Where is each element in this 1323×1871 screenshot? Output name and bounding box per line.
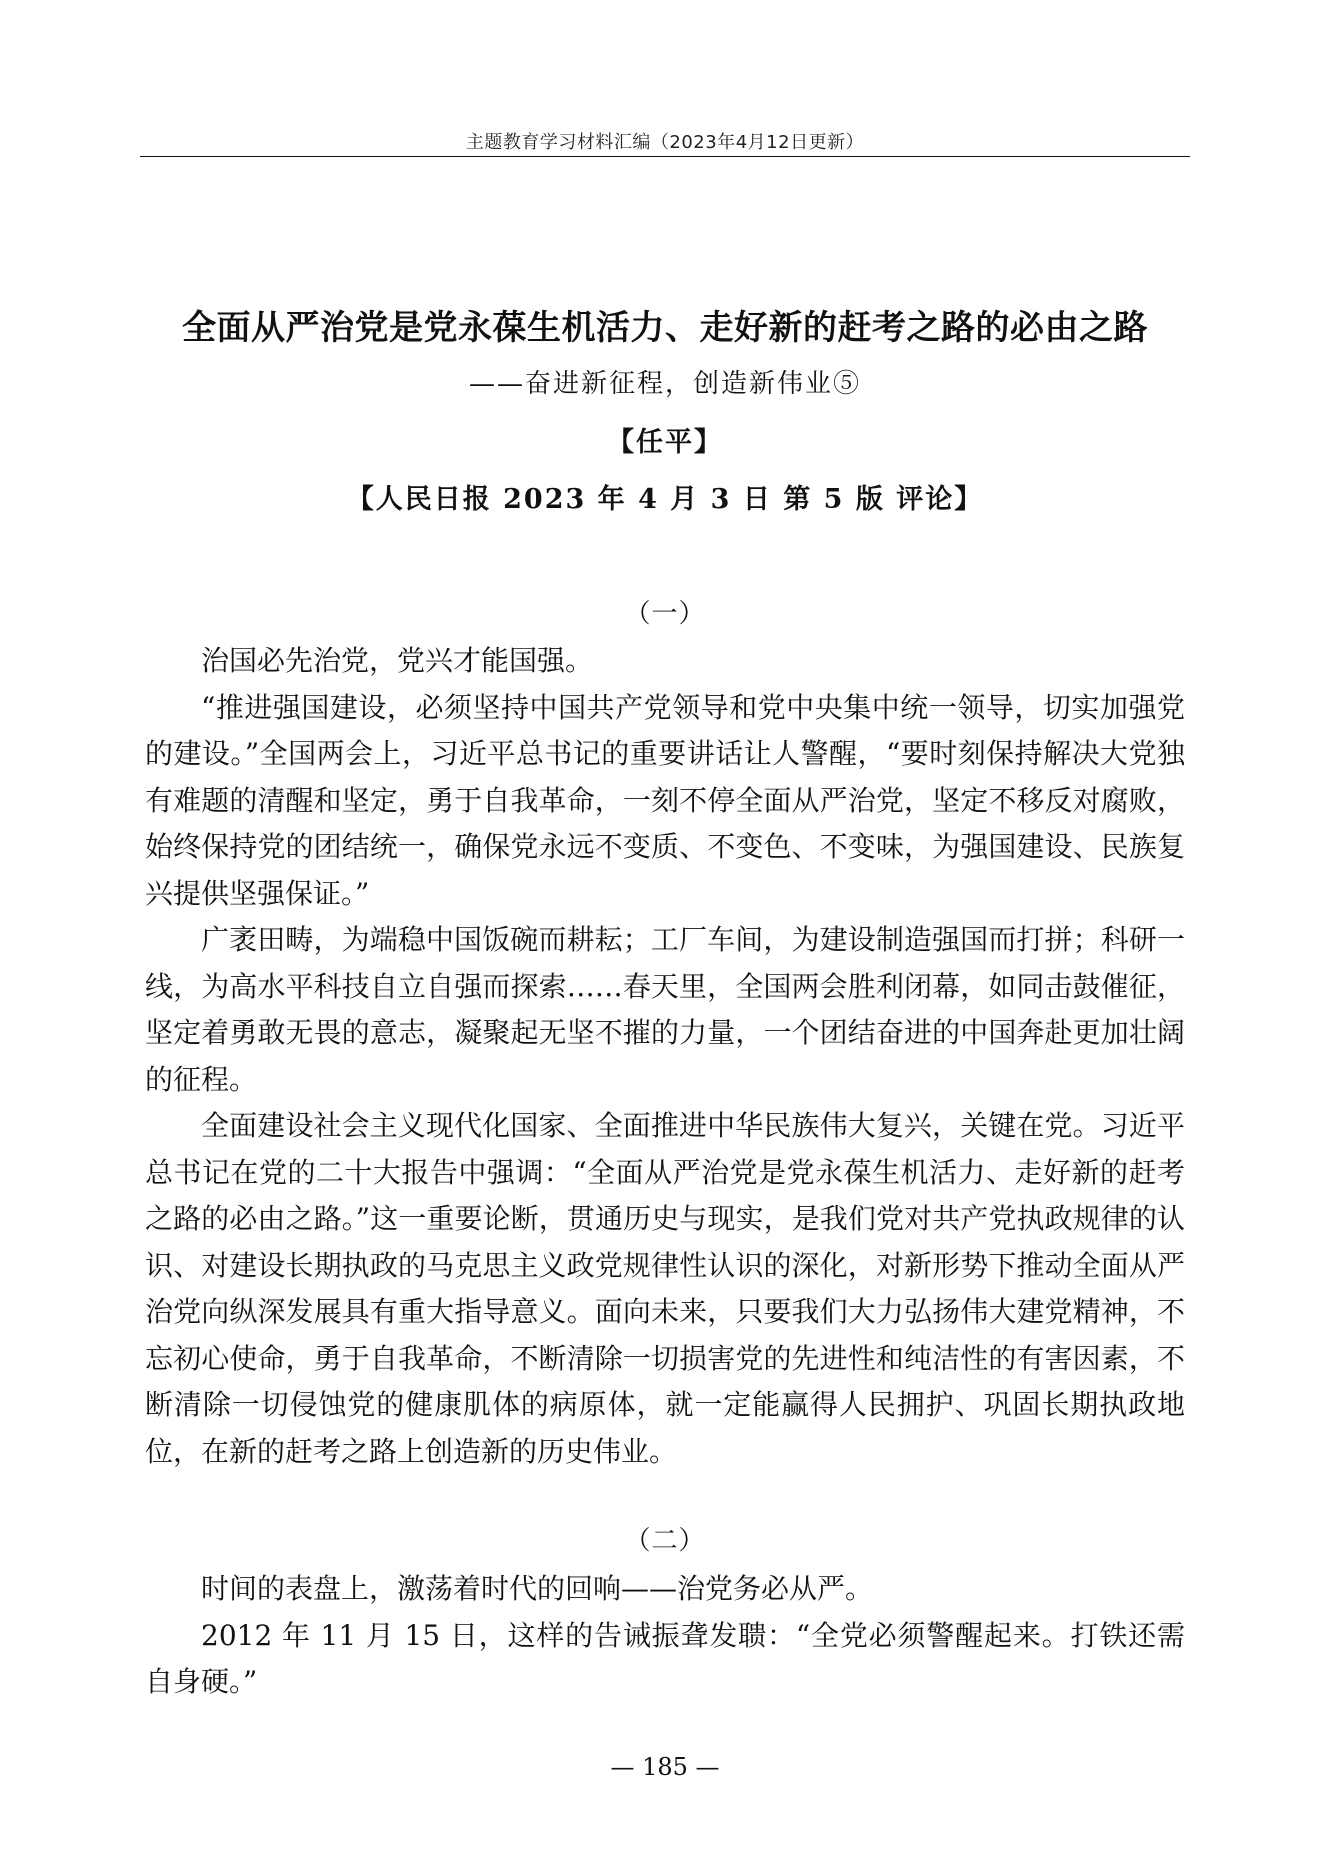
paragraph: 时间的表盘上，激荡着时代的回响——治党务必从严。 — [201, 1572, 874, 1605]
paragraph: 治国必先治党，党兴才能国强。 — [201, 644, 594, 677]
article-author: 【任平】 — [607, 427, 723, 458]
section-heading-1: （一） — [624, 599, 706, 629]
running-header: 主题教育学习材料汇编（2023年4月12日更新） — [465, 132, 865, 153]
article-source: 【人民日报 2023 年 4 月 3 日 第 5 版 评论】 — [346, 484, 984, 515]
article-subtitle: ——奋进新征程，创造新伟业⑤ — [468, 369, 861, 399]
section-2-body — [145, 1566, 1185, 1706]
section-1-body — [145, 638, 1185, 1475]
paragraph: 广袤田畴，为端稳中国饭碗而耕耘；工厂车间，为建设制造强国而打拼；科研一线，为高水平科技自立自强而探索……春天里，全国两会胜利闭幕，如同击鼓催征，坚定着勇敢无畏的意志，凝聚起无坚不摧的力量，一个团结奋进的中国奔赴更加壮阔的征程。 — [145, 923, 1185, 1096]
paragraph: “推进强国建设，必须坚持中国共产党领导和党中央集中统一领导，切实加强党的建设。”全国两会上，习近平总书记的重要讲话让人警醒，“要时刻保持解决大党独有难题的清醒和坚定，勇于自我革命，一刻不停全面从严治党，坚定不移反对腐败，始终保持党的团结统一，确保党永远不变质、不变色、不变味，为强国建设、民族复兴提供坚强保证。” — [145, 690, 1185, 910]
header-rule — [140, 156, 1190, 157]
paragraph: 全面建设社会主义现代化国家、全面推进中华民族伟大复兴，关键在党。习近平总书记在党的二十大报告中强调：“全面从严治党是党永葆生机活力、走好新的赶考之路的必由之路。”这一重要论断，贯通历史与现实，是我们党对共产党执政规律的认识、对建设长期执政的马克思主义政党规律性认识的深化，对新形势下推动全面从严治党向纵深发展具有重大指导意义。面向未来，只要我们大力弘扬伟大建党精神，不忘初心使命，勇于自我革命，不断清除一切损害党的先进性和纯洁性的有害因素，不断清除一切侵蚀党的健康肌体的病原体，就一定能赢得人民拥护、巩固长期执政地位，在新的赶考之路上创造新的历史伟业。 — [145, 1109, 1185, 1468]
section-heading-2: （二） — [624, 1526, 706, 1556]
page-number: — 185 — — [610, 1753, 720, 1781]
paragraph: 2012 年 11 月 15 日，这样的告诫振聋发聩：“全党必须警醒起来。打铁还需自身硬。” — [145, 1618, 1185, 1698]
article-title: 全面从严治党是党永葆生机活力、走好新的赶考之路的必由之路 — [182, 308, 1148, 348]
